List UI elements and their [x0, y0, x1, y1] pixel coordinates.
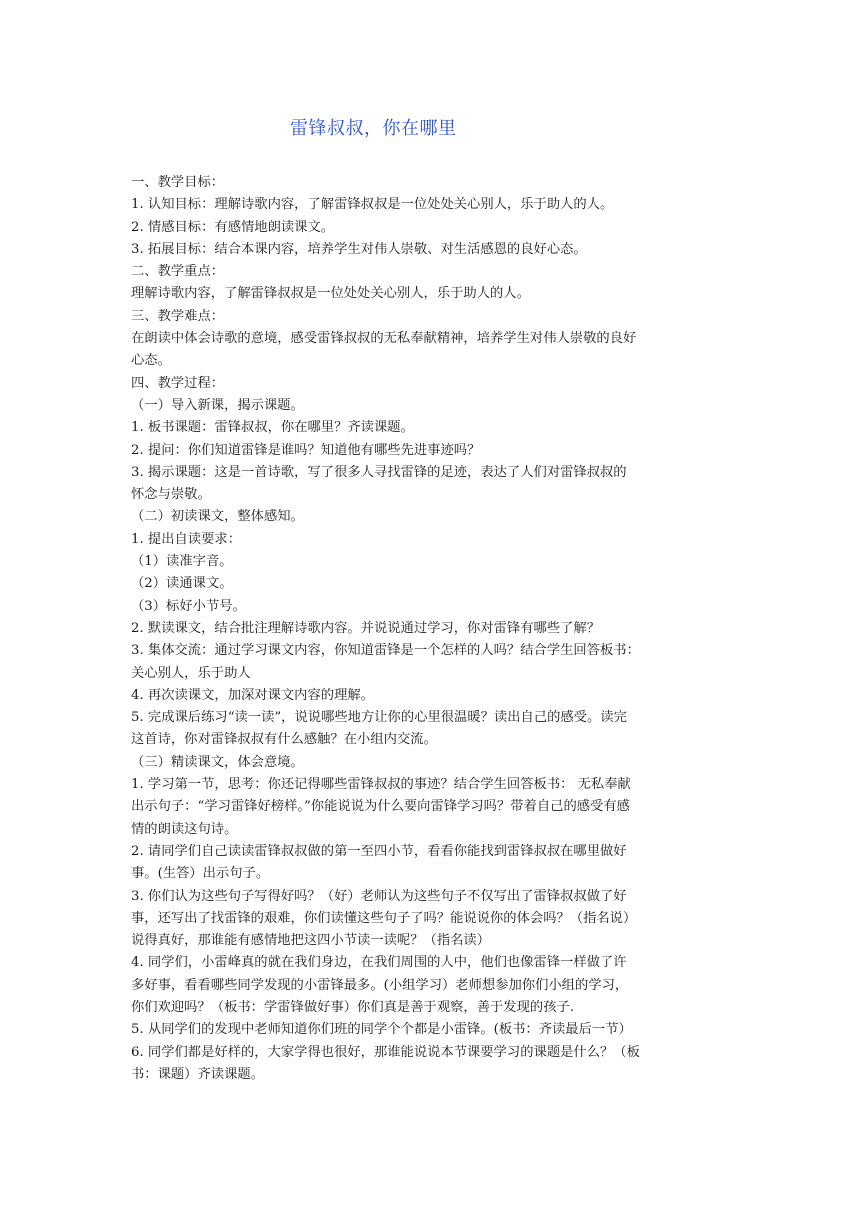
document-line: 出示句子：“学习雷锋好榜样。”你能说说为什么要向雷锋学习吗？带着自己的感受有感 — [131, 799, 630, 815]
document-line: 四、教学过程： — [131, 375, 225, 391]
document-line: 5. 从同学们的发现中老师知道你们班的同学个个都是小雷锋。(板书：齐读最后一节） — [131, 1022, 632, 1038]
document-line: 在朗读中体会诗歌的意境，感受雷锋叔叔的无私奉献精神，培养学生对伟人崇敬的良好 — [131, 331, 637, 347]
document-line: 3. 集体交流：通过学习课文内容，你知道雷锋是一个怎样的人吗？结合学生回答板书： — [131, 643, 640, 659]
document-line: 说得真好，那谁能有感情地把这四小节读一读呢？（指名读） — [131, 933, 491, 949]
document-line: 3. 揭示课题：这是一首诗歌，写了很多人寻找雷锋的足迹，表达了人们对雷锋叔叔的 — [131, 464, 627, 480]
document-line: 你们欢迎吗？（板书：学雷锋做好事）你们真是善于观察，善于发现的孩子. — [131, 999, 575, 1015]
document-line: 这首诗，你对雷锋叔叔有什么感触？在小组内交流。 — [131, 732, 437, 748]
document-line: 情的朗读这句诗。 — [131, 821, 238, 837]
document-body — [131, 172, 731, 1086]
document-line: 2. 默读课文，结合批注理解诗歌内容。并说说通过学习，你对雷锋有哪些了解？ — [131, 620, 601, 636]
document-line: 2. 提问：你们知道雷锋是谁吗？知道他有哪些先进事迹吗？ — [131, 442, 481, 458]
document-line: （1）读准字音。 — [131, 554, 233, 570]
document-line: 事，还写出了找雷锋的艰难，你们读懂这些句子了吗？能说说你的体会吗？（指名说） — [131, 910, 637, 926]
document-line: 一、教学目标： — [131, 175, 225, 190]
document-line: 多好事，看看哪些同学发现的小雷锋最多。(小组学习）老师想参加你们小组的学习， — [131, 977, 629, 993]
document-line: （2）读通课文。 — [131, 576, 233, 592]
document-line: 3. 你们认为这些句子写得好吗？（好）老师认为这些句子不仅写出了雷锋叔叔做了好 — [131, 888, 627, 904]
document-line: 2. 情感目标：有感情地朗读课文。 — [131, 219, 335, 235]
document-line: 事。(生答）出示句子。 — [131, 866, 270, 882]
document-line: 3. 拓展目标：结合本课内容，培养学生对伟人崇敬、对生活感恩的良好心态。 — [131, 241, 587, 257]
document-line: 1. 认知目标：理解诗歌内容，了解雷锋叔叔是一位处处关心别人，乐于助人的人。 — [131, 197, 614, 213]
document-line: 怀念与崇敬。 — [131, 487, 211, 503]
document-line: （三）精读课文，体会意境。 — [131, 754, 304, 770]
document-line: 5. 完成课后练习“读一读”，说说哪些地方让你的心里很温暖？读出自己的感受。读完 — [131, 710, 627, 726]
document-line: （二）初读课文，整体感知。 — [131, 509, 304, 525]
document-line: （一）导入新课，揭示课题。 — [131, 397, 304, 413]
document-line: 1. 提出自读要求： — [131, 531, 241, 547]
document-line: 书：课题）齐读课题。 — [131, 1066, 264, 1082]
document-title: 雷锋叔叔，你在哪里 — [290, 118, 457, 139]
document-line: 1. 板书课题：雷锋叔叔，你在哪里？齐读课题。 — [131, 420, 414, 436]
document-line: 1. 学习第一节，思考：你还记得哪些雷锋叔叔的事迹？结合学生回答板书： 无私奉献 — [131, 777, 631, 793]
document-line: 二、教学重点： — [131, 264, 225, 280]
document-line: 4. 同学们，小雷峰真的就在我们身边，在我们周围的人中，他们也像雷锋一样做了许 — [131, 955, 627, 971]
document-line: （3）标好小节号。 — [131, 598, 246, 614]
document-line: 三、教学难点： — [131, 308, 225, 324]
document-line: 4. 再次读课文，加深对课文内容的理解。 — [131, 687, 374, 703]
document-line: 6. 同学们都是好样的，大家学得也很好，那谁能说说本节课要学习的课题是什么？（板 — [131, 1044, 640, 1060]
document-line: 关心别人，乐于助人 — [131, 665, 251, 681]
document-line: 心态。 — [131, 353, 171, 369]
document-line: 理解诗歌内容，了解雷锋叔叔是一位处处关心别人，乐于助人的人。 — [131, 286, 530, 302]
document-line: 2. 请同学们自己读读雷锋叔叔做的第一至四小节，看看你能找到雷锋叔叔在哪里做好 — [131, 843, 627, 859]
